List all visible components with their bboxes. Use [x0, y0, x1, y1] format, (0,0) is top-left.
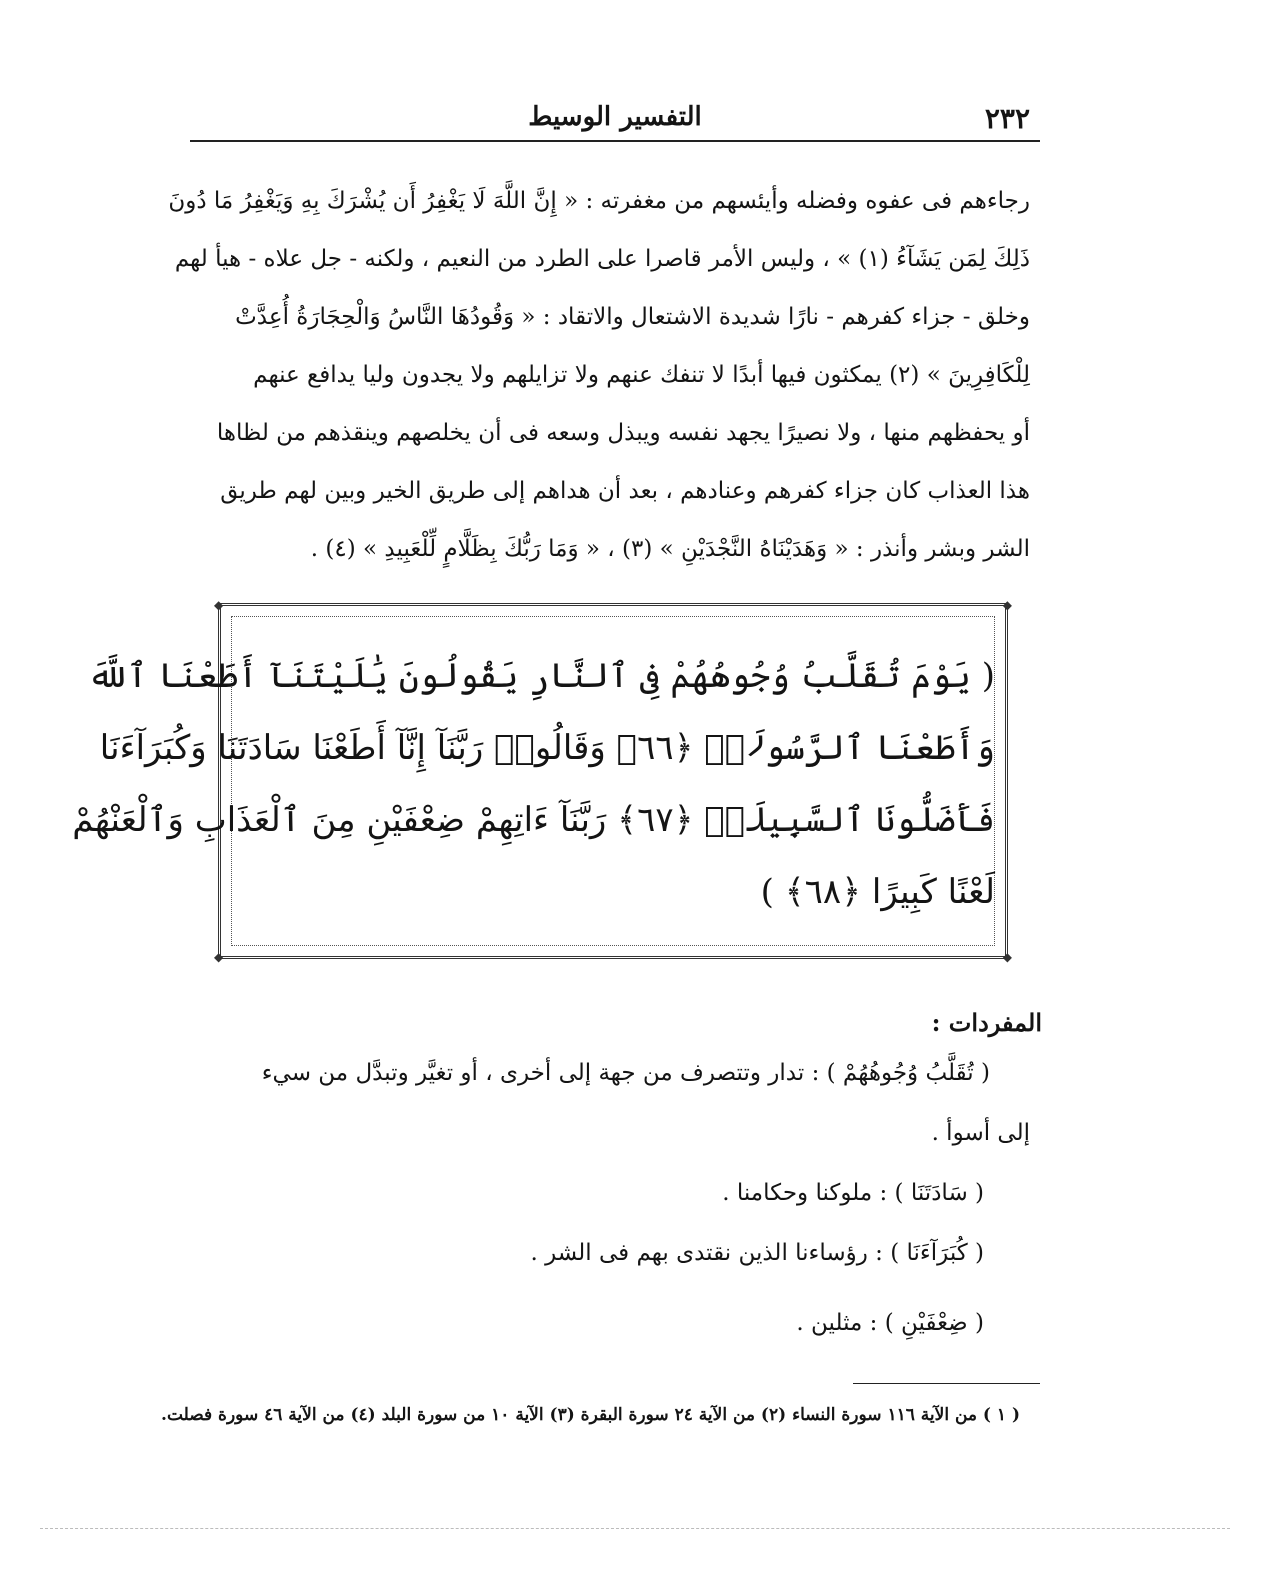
footnote-rule [853, 1383, 1040, 1384]
header-rule [190, 140, 1040, 142]
page-header [190, 100, 1040, 136]
vocab-item: ( تُقَلَّبُ وُجُوهُهُمْ ) : تدار وتتصرف من جهة إلى أخرى ، أو تغيَّر وتبدَّل من سيء [261, 1060, 990, 1086]
quran-verse [72, 640, 995, 928]
vocab-item: ( ضِعْفَيْنِ ) : مثلين . [796, 1310, 984, 1336]
text-line: أو يحفظهم منها ، ولا نصيرًا يجهد نفسه ويبذل وسعه فى أن يخلصهم وينقذهم من لظاها [216, 420, 1030, 446]
vocab-item: ( كُبَرَآءَنَا ) : رؤساءنا الذين نقتدى بهم فى الشر . [530, 1240, 984, 1266]
vocab-item: ( سَادَتَنَا ) : ملوكنا وحكامنا . [722, 1180, 984, 1206]
corner-ornament-icon: ◆ [1002, 950, 1012, 964]
text-line: رجاءهم فى عفوه وفضله وأيئسهم من مغفرته : « إِنَّ اللَّهَ لَا يَغْفِرُ أَن يُشْرَكَ بِهِ وَيَغْفِرُ مَا دُونَ [168, 188, 1030, 214]
text-line: هذا العذاب كان جزاء كفرهم وعنادهم ، بعد أن هداهم إلى طريق الخير وبين لهم طريق [220, 478, 1030, 504]
verse-line: وَأَطَعْنَا ٱلرَّسُولَا۠ ﴿٦٦﴾ وَقَالُوا۟ رَبَّنَآ إِنَّآ أَطَعْنَا سَادَتَنَا وَكُبَرَآءَنَا [99, 728, 995, 768]
text-line: لِلْكَافِرِينَ » (٢) يمكثون فيها أبدًا لا تنفك عنهم ولا تزايلهم ولا يجدون وليا يدافع عنهم [253, 362, 1030, 388]
text-line: الشر وبشر وأنذر : « وَهَدَيْنَاهُ النَّجْدَيْنِ » (٣) ، « وَمَا رَبُّكَ بِظَلَّامٍ لِّلْعَبِيدِ » (٤) . [310, 536, 1030, 562]
corner-ornament-icon: ◆ [214, 598, 224, 612]
page-number: ٢٣٢ [984, 102, 1030, 135]
verse-line: لَعْنًا كَبِيرًا ﴿٦٨﴾ ) [760, 872, 995, 912]
vocab-heading: المفردات : [931, 1008, 1042, 1037]
running-title: التفسير الوسيط [528, 102, 702, 132]
corner-ornament-icon: ◆ [214, 950, 224, 964]
text-line: ذَلِكَ لِمَن يَشَآءُ (١) » ، وليس الأمر قاصرا على الطرد من النعيم ، ولكنه - جل علاه - هيأ لهم [174, 246, 1030, 272]
verse-line: فَأَضَلُّونَا ٱلسَّبِيلَا۠ ﴿٦٧﴾ رَبَّنَآ ءَاتِهِمْ ضِعْفَيْنِ مِنَ ٱلْعَذَابِ وَٱلْعَنْهُمْ [72, 800, 995, 840]
verse-line: ( يَوْمَ تُقَلَّبُ وُجُوهُهُمْ فِى ٱلنَّارِ يَقُولُونَ يَٰلَيْتَنَآ أَطَعْنَا ٱللَّهَ [87, 656, 995, 696]
text-line: وخلق - جزاء كفرهم - نارًا شديدة الاشتعال والاتقاد : « وَقُودُهَا النَّاسُ وَالْحِجَارَةُ أُعِدَّتْ [235, 304, 1030, 330]
corner-ornament-icon: ◆ [1002, 598, 1012, 612]
commentary-text [168, 172, 1030, 578]
vocab-item: إلى أسوأ . [931, 1120, 1030, 1146]
scan-edge-line [40, 1528, 1230, 1529]
footnotes: ( ١ ) من الآية ١١٦ سورة النساء (٢) من الآية ٢٤ سورة البقرة (٣) الآية ١٠ من سورة البلد (٤) من الآية ٤٦ سورة فصلت. [161, 1405, 1020, 1425]
